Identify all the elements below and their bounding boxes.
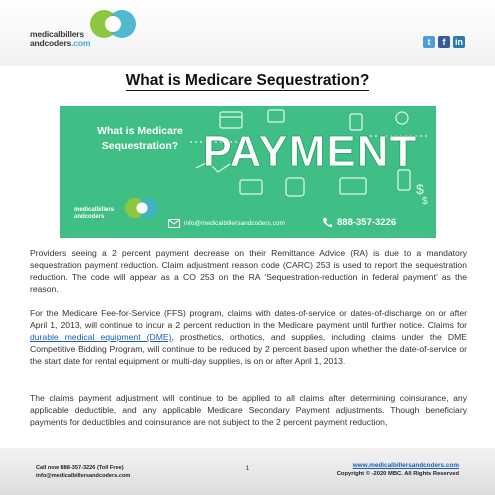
footer-call: Call now 888-357-3226 (Toll Free) (36, 465, 124, 471)
banner-logo-line1: medicalbillers (74, 207, 115, 213)
twitter-icon[interactable]: t (423, 36, 435, 48)
footer-copyright: Copyright © -2020 MBC. All Rights Reserved (336, 471, 459, 477)
svg-text:$: $ (422, 196, 428, 207)
logo-mark-icon (82, 8, 146, 48)
banner-logo-mark-icon (122, 196, 162, 220)
facebook-icon[interactable]: f (438, 36, 450, 48)
company-logo[interactable] (30, 8, 150, 48)
payment-illustration (190, 106, 436, 216)
banner-logo-text (74, 207, 114, 221)
payment-word: PAYMENT (202, 127, 418, 176)
paragraph-2-start: For the Medicare Fee-for-Service (FFS) program, claims with dates-of-service or dates-of-discharge on or after April 1, 2013, will continue to incur a 2 percent reduction in the Medicare payment until further notice. Claims for (30, 308, 467, 330)
envelope-icon (168, 219, 180, 228)
phone-icon (322, 217, 333, 228)
page-header (0, 0, 495, 66)
logo-com: .com (71, 38, 91, 48)
social-links (423, 36, 465, 48)
hero-banner (60, 106, 436, 238)
banner-logo-line2: andcoders (74, 214, 105, 220)
banner-logo (74, 198, 174, 228)
footer-website-link[interactable]: www.medicalbillersandcoders.com (352, 462, 459, 469)
page-footer (0, 448, 495, 495)
banner-email-text: info@medicalbillersandcoders.com (184, 220, 285, 227)
paragraph-1: Providers seeing a 2 percent payment decrease on their Remittance Advice (RA) is due to a mandatory sequestration payment reduction. Claim adjustment reason code (CARC) 253 is used to report the sequestration reduction. The code will appear as a CO 253 on the RA ‘Sequestration-reduction in federal payment’ as the reason. (30, 248, 467, 294)
paragraph-2-end: , prosthetics, orthotics, and supplies, including claims under the DME Competitive Bidding Program, will continue to be reduced by 2 percent based upon whether the date-of-service or the start date for rental equipment or multi-day supplies, is on or after April 1, 2013. (30, 332, 467, 366)
banner-title: What is Medicare Sequestration? (97, 125, 183, 152)
paragraph-3: The claims payment adjustment will continue to be applied to all claims after determining coinsurance, any applicable deductible, and any applicable Medicare Secondary Payment adjustments. Though beneficiary payments for deductibles and coinsurance are not subject to the 2 percent payment reduction, (30, 393, 467, 427)
page-number: 1 (245, 466, 250, 472)
footer-site-info (337, 462, 459, 478)
linkedin-icon[interactable]: in (455, 37, 463, 47)
banner-phone-text: 888-357-3226 (337, 217, 397, 228)
footer-email: info@medicalbillersandcoders.com (36, 473, 131, 479)
banner-email (168, 219, 285, 228)
svg-text:$: $ (416, 181, 424, 197)
logo-line2: andcoders (30, 38, 72, 48)
logo-line1: medicalbillers (30, 29, 84, 39)
logo-text (30, 30, 90, 48)
page-title (0, 72, 495, 90)
page-title-text: What is Medicare Sequestration? (125, 72, 370, 89)
dme-link[interactable]: durable medical equipment (DME) (30, 332, 172, 342)
banner-phone (322, 217, 396, 228)
paragraph-2 (30, 307, 467, 367)
